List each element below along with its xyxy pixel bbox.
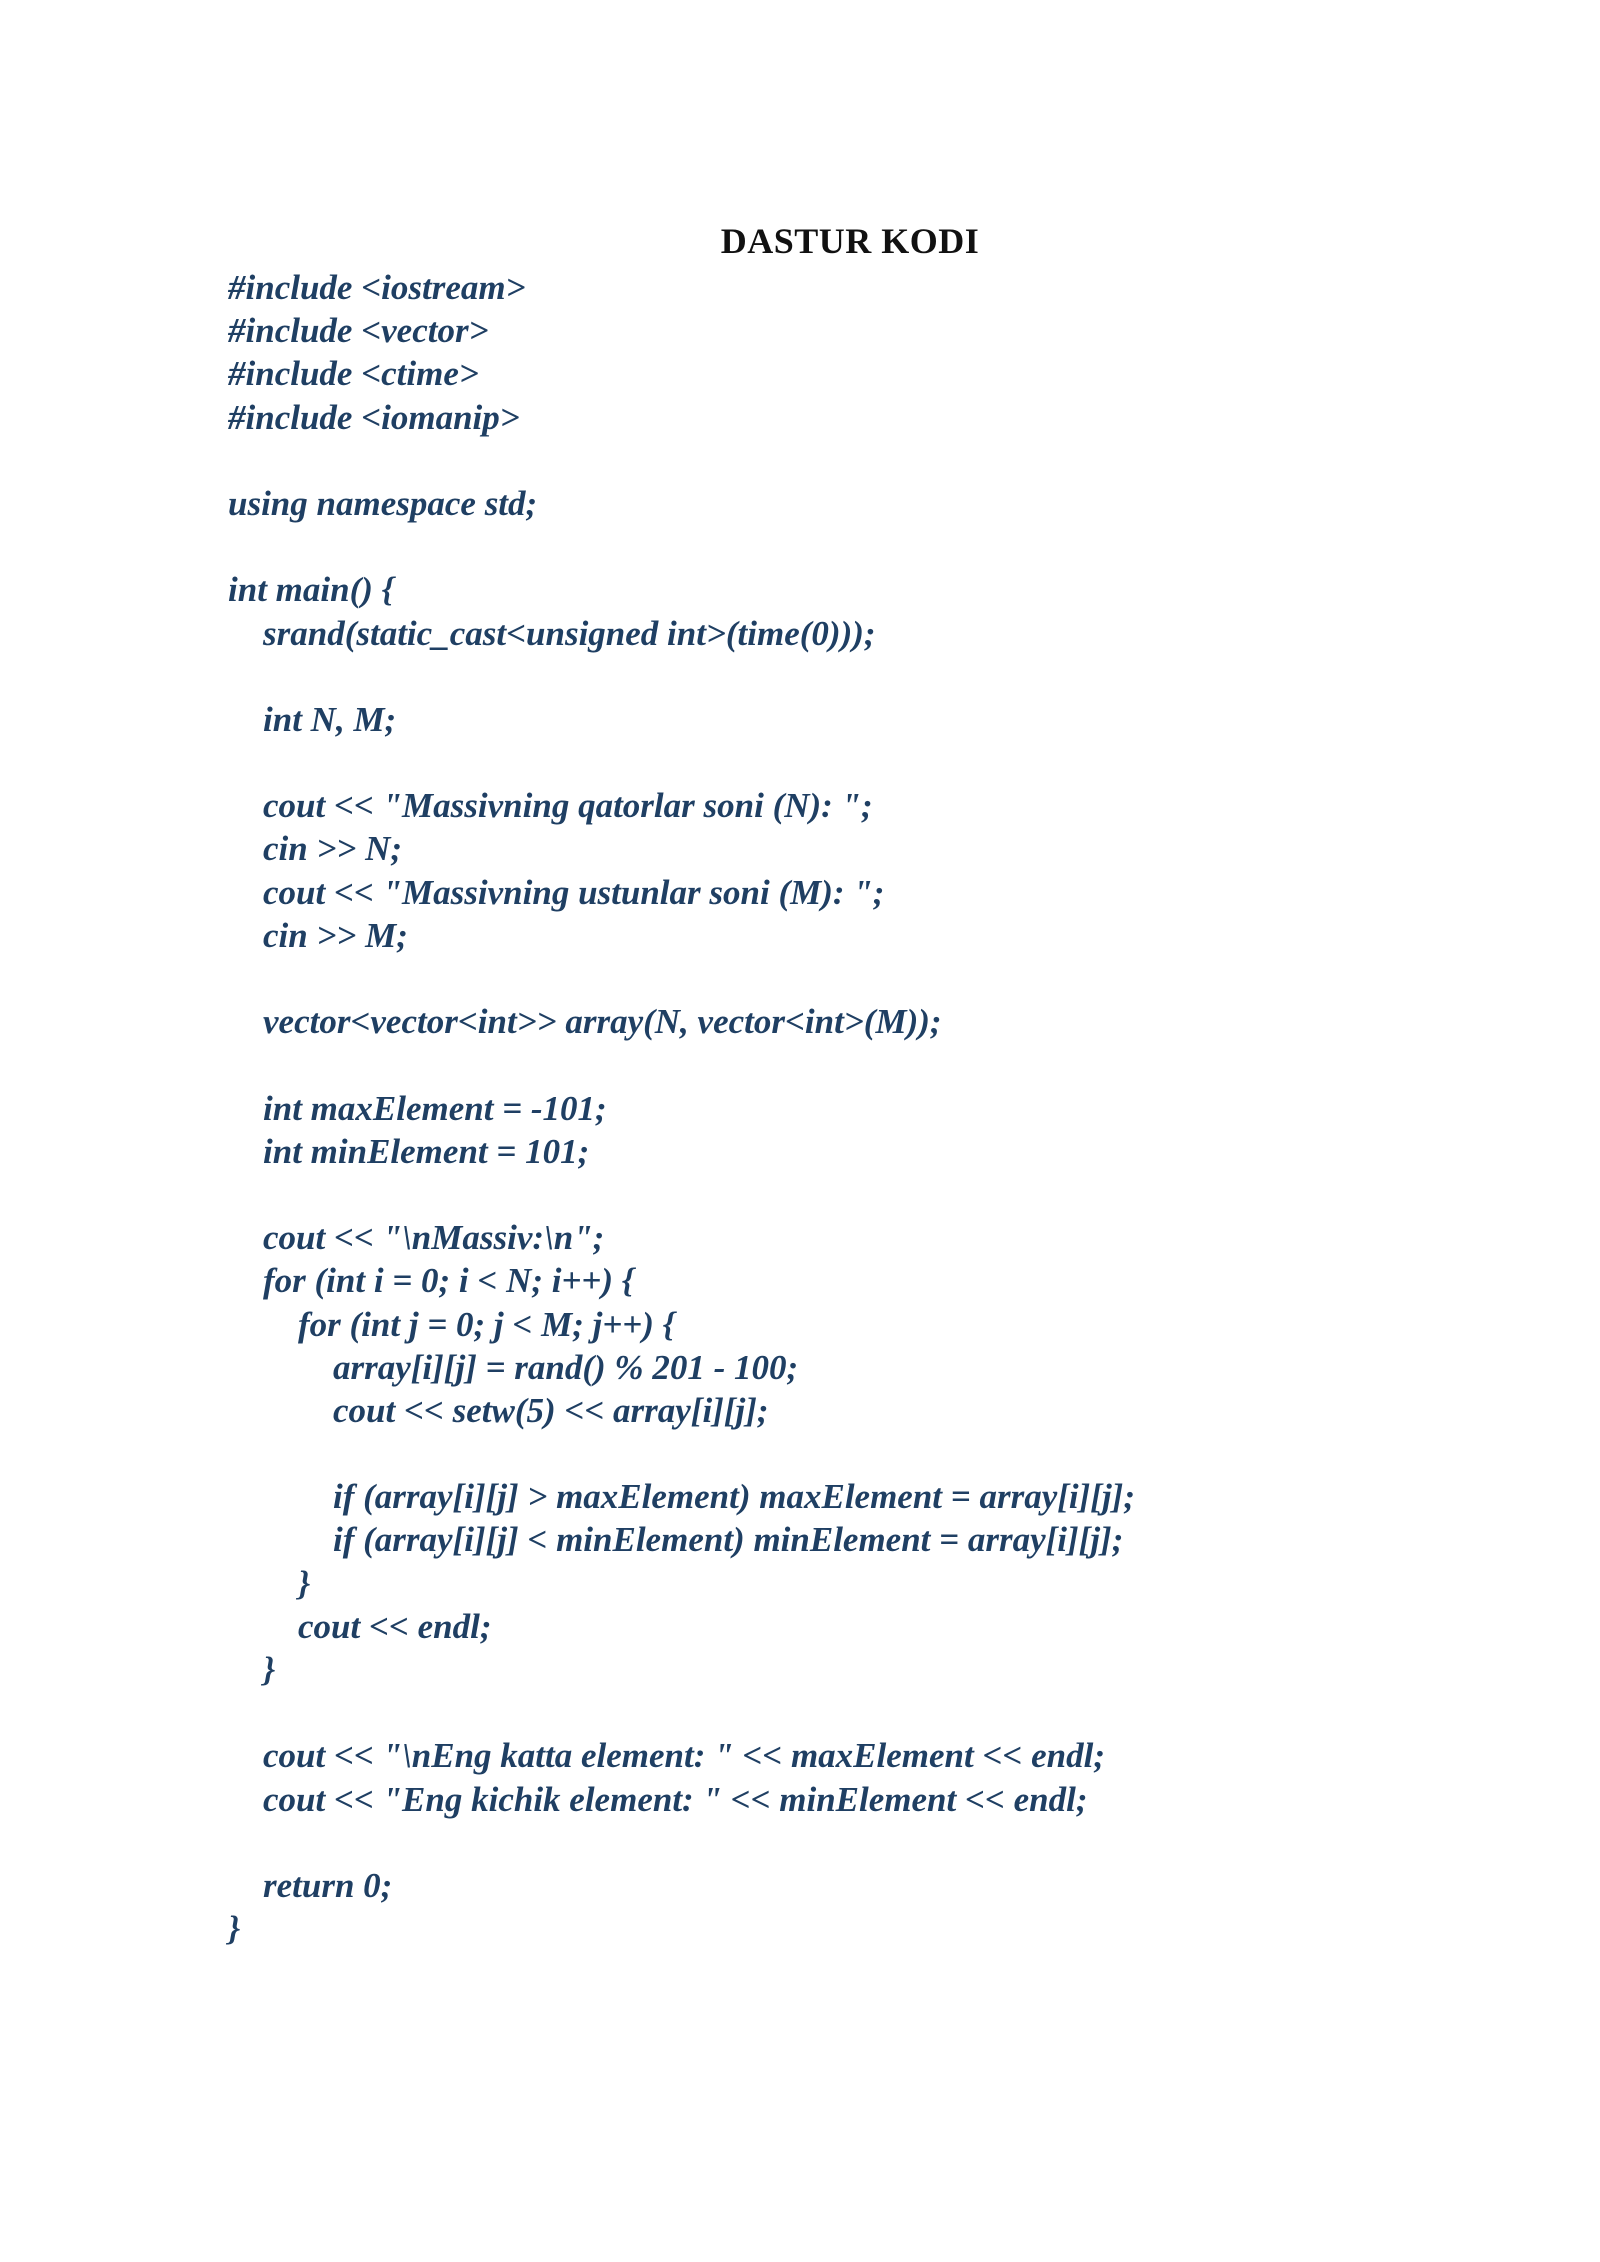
code-line: cout << "Massivning qatorlar soni (N): ";: [228, 786, 873, 826]
code-line: cout << "Massivning ustunlar soni (M): ";: [228, 872, 885, 912]
code-line: array[i][j] = rand() % 201 - 100;: [228, 1347, 799, 1387]
code-line: cout << "\nEng katta element: " << maxElement << endl;: [228, 1736, 1105, 1776]
code-line: cout << "Eng kichik element: " << minElement << endl;: [228, 1779, 1088, 1819]
code-line: [228, 957, 1528, 1000]
code-line: [228, 655, 1528, 698]
code-line: return 0;: [228, 1865, 393, 1905]
code-line: [228, 741, 1528, 784]
code-line: cin >> N;: [228, 829, 403, 869]
code-line: #include <vector>: [228, 311, 489, 351]
code-line: if (array[i][j] < minElement) minElement = array[i][j];: [228, 1520, 1124, 1560]
code-line: int main() {: [228, 570, 394, 610]
page-title: DASTUR KODI: [720, 221, 980, 261]
code-line: cout << "\nMassiv:\n";: [228, 1218, 605, 1258]
code-line: #include <iomanip>: [228, 397, 520, 437]
code-line: [228, 439, 1528, 482]
code-line: cout << setw(5) << array[i][j];: [228, 1390, 769, 1430]
code-line: int maxElement = -101;: [228, 1088, 607, 1128]
code-line: [228, 1691, 1528, 1734]
code-line: #include <iostream>: [228, 268, 526, 307]
code-line: int N, M;: [228, 699, 397, 739]
code-line: [228, 1432, 1528, 1475]
code-line: }: [228, 1650, 276, 1689]
code-line: for (int j = 0; j < M; j++) {: [228, 1304, 675, 1344]
code-line: }: [228, 1909, 241, 1949]
code-line: int minElement = 101;: [228, 1131, 590, 1171]
code-line: cin >> M;: [228, 915, 408, 955]
code-line: for (int i = 0; i < N; i++) {: [228, 1261, 634, 1301]
code-line: cout << endl;: [228, 1606, 492, 1646]
code-line: [228, 1043, 1528, 1086]
code-line: using namespace std;: [228, 483, 538, 523]
code-line: [228, 1173, 1528, 1216]
code-line: #include <ctime>: [228, 354, 479, 394]
code-line: }: [228, 1563, 311, 1603]
code-line: [228, 525, 1528, 568]
code-line: if (array[i][j] > maxElement) maxElement = array[i][j];: [228, 1477, 1135, 1517]
code-line: vector<vector<int>> array(N, vector<int>(M));: [228, 1002, 942, 1042]
code-line: [228, 1821, 1528, 1864]
code-block: [228, 266, 1528, 1950]
code-line: srand(static_cast<unsigned int>(time(0)));: [228, 613, 876, 653]
